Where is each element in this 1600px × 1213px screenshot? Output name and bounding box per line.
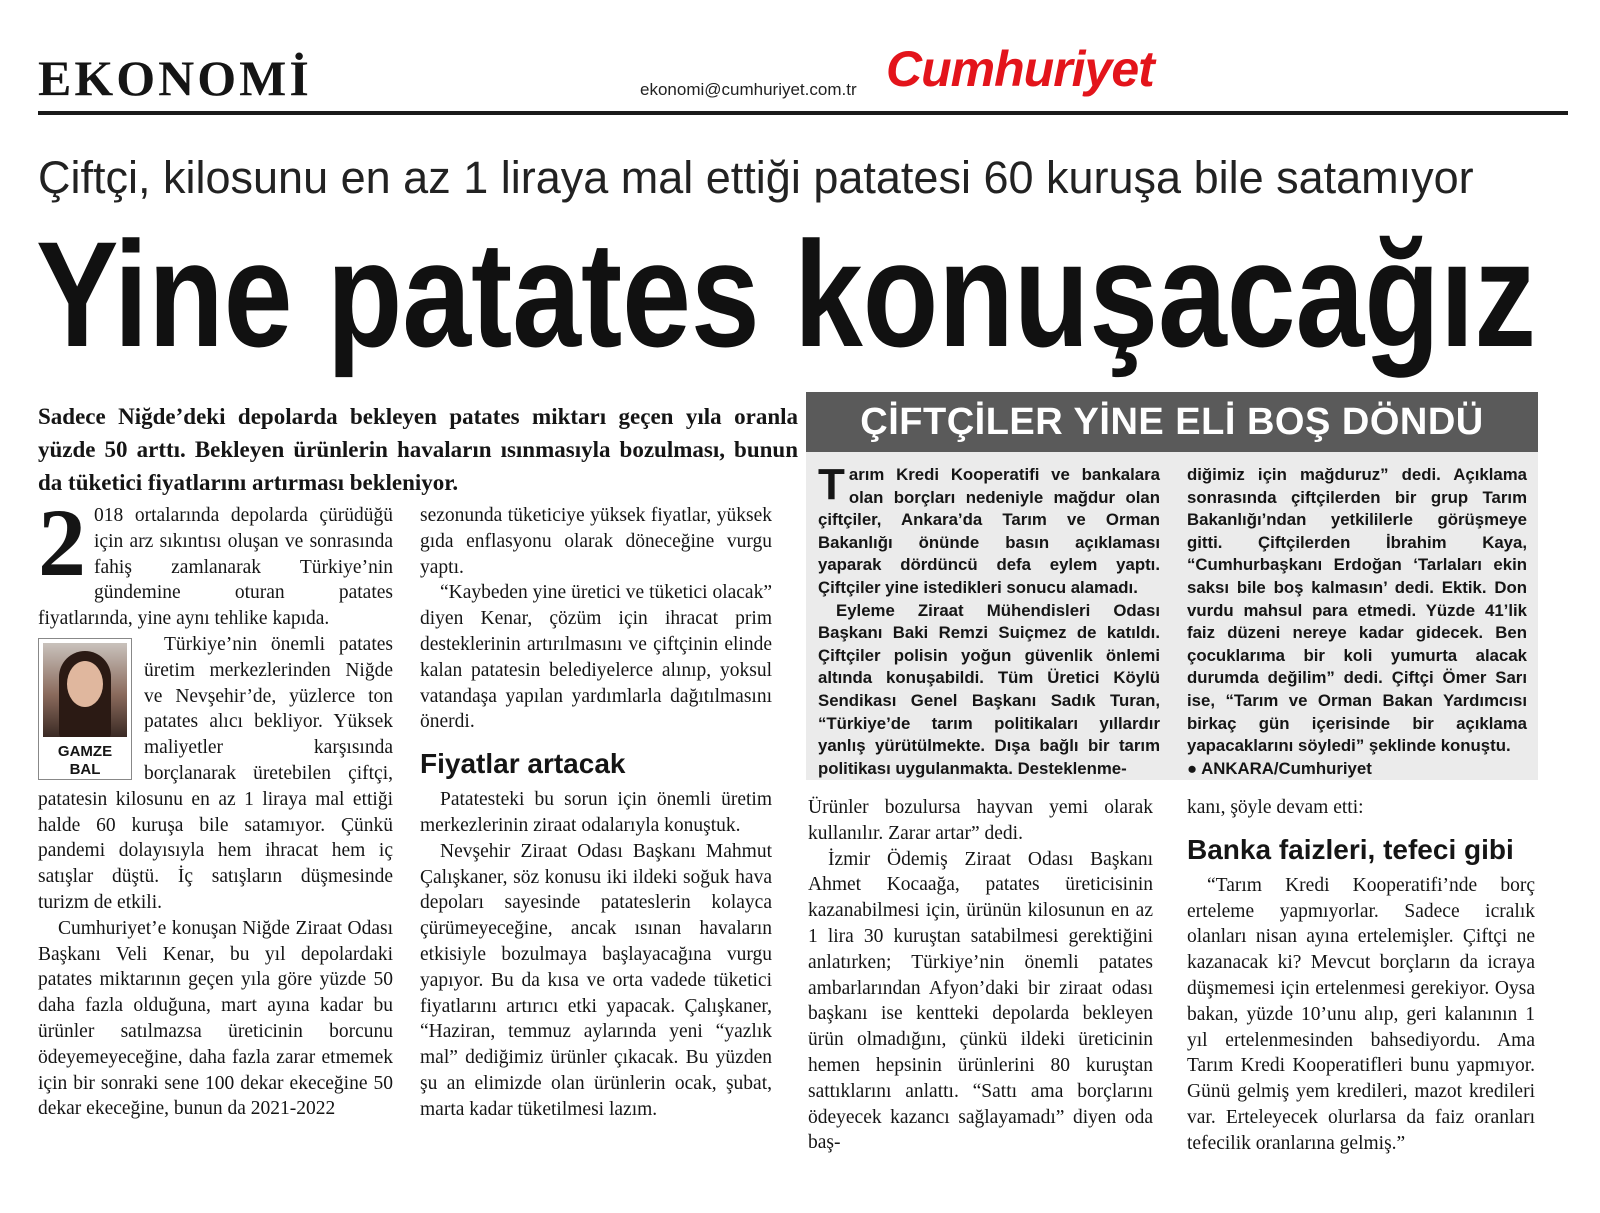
- masthead-rule: [38, 111, 1568, 115]
- author-card: [38, 638, 132, 780]
- article-paragraph: kanı, şöyle devam etti:: [1187, 797, 1364, 818]
- article-paragraph: “Tarım Kredi Kooperatifi’nde borç erteleme yapmıyorlar. Sadece icralık olanları nisan ayına ertelemişler. Çiftçi ne kazanacak ki? Mevcut borçların da icraya düşmemesi için ertelenmesi gerekiyor. Oysa bakan, yüzde 10’unu alıp, geri kalanının 1 yıl ertelenmesinden bahsediyordu. Ama Tarım Kredi Kooperatifleri bunu yapmıyor. Günü gelmiş yem kredileri, mazot kredileri var. Erteleyecek olurlarsa da faiz oranları tefecilik oranlarına gelmiş.”: [1187, 874, 1535, 1154]
- section-label: EKONOMİ: [38, 50, 312, 106]
- headline: Yine patates konuşacağız: [36, 210, 1536, 378]
- article-paragraph: Patatesteki bu sorun için önemli üretim merkezlerinin ziraat odalarıyla konuştuk.: [420, 789, 772, 836]
- sidebar-credit: ● ANKARA/Cumhuriyet: [1187, 758, 1372, 778]
- newspaper-logo: Cumhuriyet: [886, 41, 1154, 97]
- article-paragraph: İzmir Ödemiş Ziraat Odası Başkanı Ahmet Kocaağa, patates üreticisinin kazanabilmesi için, ürünün kilosunun en az 1 lira 30 kuruştan satabilmesi gerektiğini anlatırken; Türkiye’nin önemli patates ambarlarından Afyon’daki bir ziraat odası başkanı ise kentteki depolarda bekleyen ürün olmadığını, çünkü ildeki üreticinin hemen hepsinin ürünlerini 80 kuruştan sattıklarını anlattı. “Sattı ama borçlarını ödeyecek kazancı sağlayamadı” diyen oda baş-: [808, 848, 1153, 1154]
- author-photo: [43, 643, 127, 737]
- article-paragraph: “Kaybeden yine üretici ve tüketici olacak” diyen Kenar, çözüm için ihracat prim desteklerinin artırılmasını ve çiftçinin elinde kalan patatesin belediyelerce alınıp, yoksul vatandaşa yapılan yardımlarla dağıtılmasını önerdi.: [420, 582, 772, 733]
- article-text: 018 ortalarında depolarda çürüdüğü için arz sıkıntısı oluşan ve sonrasında fahiş zamlanarak Türkiye’nin gündemine oturan patates fiyatlarında, yine aynı tehlike kapıda.: [38, 505, 393, 630]
- author-name: [39, 743, 131, 779]
- article-paragraph: Türkiye’nin önemli patates üretim merkezlerinden Niğde ve Nevşehir’de, yüzlerce ton patates alıcı bekliyor. Yüksek maliyetler karşısında borçlanarak üretebilen çiftçi, patatesin kilosunu en az 1 liraya mal ettiği halde 60 kuruşa bile satamıyor. Çünkü pandemi dolayısıyla hem ihracat hem iç satışlar düştü. İç satışların düşmesinde turizm de etkili.: [38, 633, 393, 913]
- article-column-4: [1187, 795, 1535, 1157]
- dropcap: 2: [38, 489, 86, 596]
- sidebar-title: ÇİFTÇİLER YİNE ELİ BOŞ DÖNDÜ: [806, 392, 1538, 452]
- subhead-fiyatlar: Fiyatlar artacak: [420, 748, 626, 780]
- article-column-3: [808, 795, 1153, 1156]
- section-email: ekonomi@cumhuriyet.com.tr: [640, 80, 857, 99]
- author-first-name: GAMZE: [57, 742, 113, 760]
- kicker: Çiftçi, kilosunu en az 1 liraya mal ettiği patatesi 60 kuruşa bile satamıyor: [38, 152, 1474, 203]
- article-paragraph: Nevşehir Ziraat Odası Başkanı Mahmut Çalışkaner, söz konusu iki ildeki soğuk hava depoları sayesinde patateslerin kolayca çürümeyeceğine, ancak ısınan havaların etkisiyle bozulmaya başlayacağına vurgu yapıyor. Bu da kısa ve orta vadede tüketici fiyatlarını artırıcı etki yapacak. Çalışkaner, “Haziran, temmuz aylarında yeni “yazlık mal” dediğimiz ürünler çıkacak. Bu yüzden şu an elimizde olan ürünlerin ocak, şubat, marta kadar tüketilmesi lazım.: [420, 840, 772, 1120]
- headline-box: [36, 206, 1576, 386]
- spot-text: Sadece Niğde’deki depolarda bekleyen patates miktarı geçen yıla oranla yüzde 50 arttı. Bekleyen ürünlerin havaların ısınmasıyla bozulması, bunun da tüketici fiyatlarını artırması bekleniyor.: [38, 404, 798, 495]
- sidebar-dropcap: T: [818, 460, 845, 509]
- article-column-2: [420, 503, 772, 1123]
- article-paragraph: Ürünler bozulursa hayvan yemi olarak kullanılır. Zarar artar” dedi.: [808, 797, 1153, 844]
- sidebar-paragraph: Eyleme Ziraat Mühendisleri Odası Başkanı Baki Remzi Suiçmez de katıldı. Çiftçiler polisin yoğun güvenlik önlemi altında konuşabildi. Tüm Üretici Köylü Sendikası Genel Başkanı Sadık Turan, “Türkiye’de tarım politikaları yıllardır yanlış yürütülmekte. Dışa bağlı bir tarım politikası uygulanmakta. Desteklenme-: [818, 600, 1160, 778]
- subhead-banka: Banka faizleri, tefeci gibi: [1187, 833, 1514, 865]
- article-paragraph: [38, 489, 393, 632]
- article-paragraph: Cumhuriyet’e konuşan Niğde Ziraat Odası Başkanı Veli Kenar, bu yıl depolardaki patates miktarının geçen yıla göre yüzde 50 daha fazla olduğuna, mart ayına kadar bu ürünler satılmazsa üreticinin borcunu ödeyemeyeceğine, daha fazla zarar etmemek için bir sonraki sene 100 dekar ekeceğine 50 dekar ekeceğine, bunun da 2021-2022: [38, 917, 393, 1120]
- sidebar-column-2: [1187, 464, 1527, 780]
- sidebar-paragraph: diğimiz için mağduruz” dedi. Açıklama sonrasında çiftçilerden bir grup Tarım Bakanlığı’ndan yetkililerle görüşmeye gitti. Çiftçilerden İbrahim Kaya, “Cumhurbaşkanı Erdoğan ‘Tarlaları ekin saksı bile boş kalmasın’ dedi. Ektik. Don vurdu mahsul para etmedi. Yüzde 41’lik faiz düzeni nereye kadar gidecek. Ben çocuklarıma bir koli yumurta alacak durumda değilim” dedi. Çiftçi Ömer Sarı ise, “Tarım ve Orman Bakan Yardımcısı birkaç gün içerisinde bir açıklama yapacaklarını söyledi” şeklinde konuştu.: [1187, 465, 1527, 756]
- author-last-name: BAL: [69, 760, 101, 778]
- sidebar-paragraph: arım Kredi Kooperatifi ve bankalara olan borçları nedeniyle mağdur olan çiftçiler, Ankara’da Tarım ve Orman Bakanlığı önünde basın açıklaması yaparak dördüncü defa eylem yaptı. Çiftçiler yine istedikleri sonucu alamadı.: [818, 465, 1160, 597]
- sidebar-column-1: [818, 460, 1160, 780]
- article-column-1: [38, 489, 393, 1122]
- article-paragraph: sezonunda tüketiciye yüksek fiyatlar, yüksek gıda enflasyonu olarak döneceğine vurgu yaptı.: [420, 505, 772, 578]
